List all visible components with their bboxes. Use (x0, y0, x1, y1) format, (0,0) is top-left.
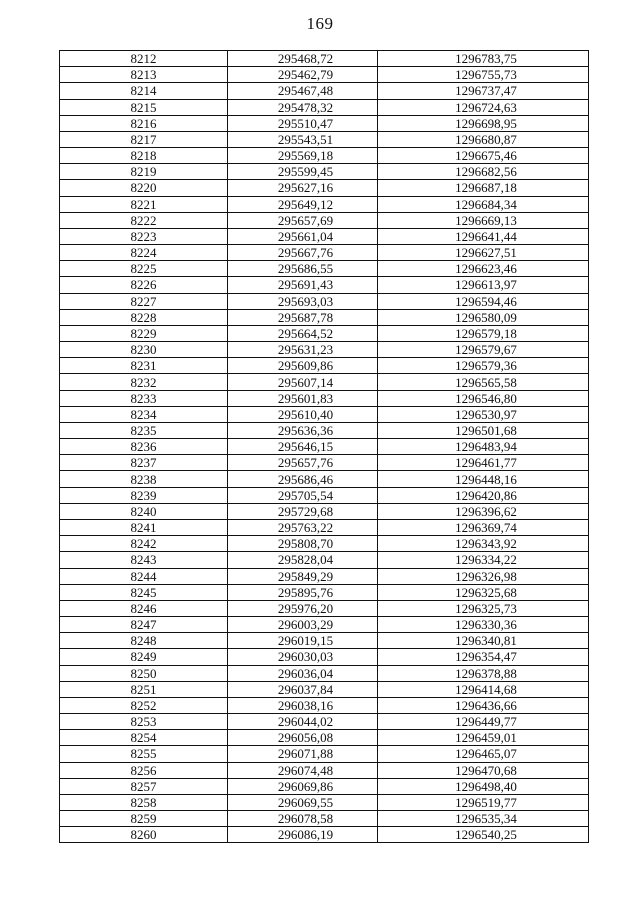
table-row (60, 746, 589, 762)
x-coordinate-cell: 296036,04 (228, 665, 378, 681)
table-row (60, 212, 589, 228)
y-coordinate-cell: 1296580,09 (378, 309, 589, 325)
table-row (60, 439, 589, 455)
x-coordinate-cell: 296056,08 (228, 730, 378, 746)
point-number-cell: 8232 (60, 374, 228, 390)
x-coordinate-cell: 295468,72 (228, 51, 378, 67)
point-number-cell: 8227 (60, 293, 228, 309)
table-row (60, 778, 589, 794)
point-number-cell: 8243 (60, 552, 228, 568)
x-coordinate-cell: 295729,68 (228, 503, 378, 519)
point-number-cell: 8213 (60, 67, 228, 83)
point-number-cell: 8236 (60, 439, 228, 455)
point-number-cell: 8245 (60, 584, 228, 600)
point-number-cell: 8214 (60, 83, 228, 99)
table-row (60, 681, 589, 697)
x-coordinate-cell: 296019,15 (228, 633, 378, 649)
point-number-cell: 8212 (60, 51, 228, 67)
x-coordinate-cell: 295467,48 (228, 83, 378, 99)
x-coordinate-cell: 295976,20 (228, 600, 378, 616)
point-number-cell: 8216 (60, 115, 228, 131)
table-row (60, 83, 589, 99)
table-row (60, 811, 589, 827)
table-row (60, 51, 589, 67)
point-number-cell: 8226 (60, 277, 228, 293)
x-coordinate-cell: 295687,78 (228, 309, 378, 325)
x-coordinate-cell: 296030,03 (228, 649, 378, 665)
y-coordinate-cell: 1296334,22 (378, 552, 589, 568)
table-row (60, 633, 589, 649)
x-coordinate-cell: 295601,83 (228, 390, 378, 406)
table-row (60, 536, 589, 552)
point-number-cell: 8217 (60, 131, 228, 147)
y-coordinate-cell: 1296414,68 (378, 681, 589, 697)
y-coordinate-cell: 1296613,97 (378, 277, 589, 293)
y-coordinate-cell: 1296675,46 (378, 148, 589, 164)
x-coordinate-cell: 295686,55 (228, 261, 378, 277)
x-coordinate-cell: 295646,15 (228, 439, 378, 455)
x-coordinate-cell: 295610,40 (228, 406, 378, 422)
point-number-cell: 8215 (60, 99, 228, 115)
point-number-cell: 8229 (60, 325, 228, 341)
table-row (60, 131, 589, 147)
table-row (60, 649, 589, 665)
y-coordinate-cell: 1296498,40 (378, 778, 589, 794)
point-number-cell: 8240 (60, 503, 228, 519)
y-coordinate-cell: 1296436,66 (378, 697, 589, 713)
y-coordinate-cell: 1296783,75 (378, 51, 589, 67)
y-coordinate-cell: 1296680,87 (378, 131, 589, 147)
table-row (60, 245, 589, 261)
point-number-cell: 8260 (60, 827, 228, 843)
y-coordinate-cell: 1296684,34 (378, 196, 589, 212)
y-coordinate-cell: 1296540,25 (378, 827, 589, 843)
y-coordinate-cell: 1296627,51 (378, 245, 589, 261)
x-coordinate-cell: 296044,02 (228, 714, 378, 730)
y-coordinate-cell: 1296519,77 (378, 794, 589, 810)
table-row (60, 584, 589, 600)
x-coordinate-cell: 295627,16 (228, 180, 378, 196)
y-coordinate-cell: 1296579,36 (378, 358, 589, 374)
point-number-cell: 8256 (60, 762, 228, 778)
point-number-cell: 8237 (60, 455, 228, 471)
y-coordinate-cell: 1296420,86 (378, 487, 589, 503)
x-coordinate-cell: 295667,76 (228, 245, 378, 261)
table-row (60, 827, 589, 843)
point-number-cell: 8248 (60, 633, 228, 649)
x-coordinate-cell: 295664,52 (228, 325, 378, 341)
x-coordinate-cell: 296071,88 (228, 746, 378, 762)
table-row (60, 406, 589, 422)
y-coordinate-cell: 1296530,97 (378, 406, 589, 422)
table-row (60, 148, 589, 164)
table-row (60, 600, 589, 616)
table-row (60, 325, 589, 341)
table-row (60, 519, 589, 535)
y-coordinate-cell: 1296325,73 (378, 600, 589, 616)
y-coordinate-cell: 1296465,07 (378, 746, 589, 762)
x-coordinate-cell: 296038,16 (228, 697, 378, 713)
point-number-cell: 8255 (60, 746, 228, 762)
table-row (60, 374, 589, 390)
x-coordinate-cell: 295631,23 (228, 342, 378, 358)
point-number-cell: 8258 (60, 794, 228, 810)
table-row (60, 99, 589, 115)
point-number-cell: 8231 (60, 358, 228, 374)
y-coordinate-cell: 1296579,18 (378, 325, 589, 341)
table-row (60, 390, 589, 406)
table-row (60, 487, 589, 503)
x-coordinate-cell: 296069,55 (228, 794, 378, 810)
table-row (60, 309, 589, 325)
point-number-cell: 8233 (60, 390, 228, 406)
x-coordinate-cell: 296074,48 (228, 762, 378, 778)
point-number-cell: 8218 (60, 148, 228, 164)
point-number-cell: 8247 (60, 617, 228, 633)
table-row (60, 762, 589, 778)
point-number-cell: 8223 (60, 228, 228, 244)
x-coordinate-cell: 296078,58 (228, 811, 378, 827)
point-number-cell: 8242 (60, 536, 228, 552)
table-row (60, 342, 589, 358)
x-coordinate-cell: 295808,70 (228, 536, 378, 552)
point-number-cell: 8222 (60, 212, 228, 228)
y-coordinate-cell: 1296340,81 (378, 633, 589, 649)
point-number-cell: 8238 (60, 471, 228, 487)
point-number-cell: 8239 (60, 487, 228, 503)
y-coordinate-cell: 1296501,68 (378, 422, 589, 438)
y-coordinate-cell: 1296449,77 (378, 714, 589, 730)
page-number: 169 (306, 14, 334, 33)
point-number-cell: 8221 (60, 196, 228, 212)
y-coordinate-cell: 1296724,63 (378, 99, 589, 115)
table-row (60, 568, 589, 584)
point-number-cell: 8228 (60, 309, 228, 325)
y-coordinate-cell: 1296470,68 (378, 762, 589, 778)
table-row (60, 196, 589, 212)
point-number-cell: 8257 (60, 778, 228, 794)
point-number-cell: 8235 (60, 422, 228, 438)
table-row (60, 471, 589, 487)
point-number-cell: 8254 (60, 730, 228, 746)
y-coordinate-cell: 1296326,98 (378, 568, 589, 584)
y-coordinate-cell: 1296546,80 (378, 390, 589, 406)
y-coordinate-cell: 1296682,56 (378, 164, 589, 180)
x-coordinate-cell: 295691,43 (228, 277, 378, 293)
y-coordinate-cell: 1296669,13 (378, 212, 589, 228)
table-row (60, 730, 589, 746)
point-number-cell: 8220 (60, 180, 228, 196)
x-coordinate-cell: 295636,36 (228, 422, 378, 438)
point-number-cell: 8225 (60, 261, 228, 277)
y-coordinate-cell: 1296535,34 (378, 811, 589, 827)
table-row (60, 422, 589, 438)
table-row (60, 228, 589, 244)
table-row (60, 552, 589, 568)
y-coordinate-cell: 1296354,47 (378, 649, 589, 665)
x-coordinate-cell: 295649,12 (228, 196, 378, 212)
x-coordinate-cell: 295693,03 (228, 293, 378, 309)
coordinates-table (59, 50, 589, 843)
x-coordinate-cell: 295607,14 (228, 374, 378, 390)
table-row (60, 67, 589, 83)
table-row (60, 455, 589, 471)
x-coordinate-cell: 295478,32 (228, 99, 378, 115)
x-coordinate-cell: 295849,29 (228, 568, 378, 584)
x-coordinate-cell: 295895,76 (228, 584, 378, 600)
y-coordinate-cell: 1296698,95 (378, 115, 589, 131)
point-number-cell: 8259 (60, 811, 228, 827)
y-coordinate-cell: 1296687,18 (378, 180, 589, 196)
point-number-cell: 8224 (60, 245, 228, 261)
table-row (60, 697, 589, 713)
y-coordinate-cell: 1296330,36 (378, 617, 589, 633)
x-coordinate-cell: 295599,45 (228, 164, 378, 180)
x-coordinate-cell: 295828,04 (228, 552, 378, 568)
y-coordinate-cell: 1296448,16 (378, 471, 589, 487)
x-coordinate-cell: 296037,84 (228, 681, 378, 697)
x-coordinate-cell: 295657,76 (228, 455, 378, 471)
x-coordinate-cell: 295657,69 (228, 212, 378, 228)
point-number-cell: 8251 (60, 681, 228, 697)
point-number-cell: 8246 (60, 600, 228, 616)
table-row (60, 277, 589, 293)
coordinates-table-body (60, 51, 589, 843)
point-number-cell: 8234 (60, 406, 228, 422)
x-coordinate-cell: 295686,46 (228, 471, 378, 487)
point-number-cell: 8244 (60, 568, 228, 584)
table-row (60, 714, 589, 730)
y-coordinate-cell: 1296623,46 (378, 261, 589, 277)
x-coordinate-cell: 295569,18 (228, 148, 378, 164)
table-row (60, 503, 589, 519)
table-row (60, 180, 589, 196)
point-number-cell: 8230 (60, 342, 228, 358)
y-coordinate-cell: 1296483,94 (378, 439, 589, 455)
x-coordinate-cell: 295705,54 (228, 487, 378, 503)
x-coordinate-cell: 295543,51 (228, 131, 378, 147)
y-coordinate-cell: 1296325,68 (378, 584, 589, 600)
x-coordinate-cell: 295510,47 (228, 115, 378, 131)
y-coordinate-cell: 1296737,47 (378, 83, 589, 99)
y-coordinate-cell: 1296641,44 (378, 228, 589, 244)
x-coordinate-cell: 296069,86 (228, 778, 378, 794)
y-coordinate-cell: 1296396,62 (378, 503, 589, 519)
x-coordinate-cell: 295462,79 (228, 67, 378, 83)
x-coordinate-cell: 296086,19 (228, 827, 378, 843)
y-coordinate-cell: 1296461,77 (378, 455, 589, 471)
y-coordinate-cell: 1296594,46 (378, 293, 589, 309)
table-row (60, 617, 589, 633)
table-row (60, 115, 589, 131)
y-coordinate-cell: 1296579,67 (378, 342, 589, 358)
y-coordinate-cell: 1296369,74 (378, 519, 589, 535)
y-coordinate-cell: 1296755,73 (378, 67, 589, 83)
table-row (60, 665, 589, 681)
table-row (60, 293, 589, 309)
point-number-cell: 8253 (60, 714, 228, 730)
point-number-cell: 8249 (60, 649, 228, 665)
point-number-cell: 8241 (60, 519, 228, 535)
point-number-cell: 8252 (60, 697, 228, 713)
y-coordinate-cell: 1296343,92 (378, 536, 589, 552)
table-row (60, 261, 589, 277)
x-coordinate-cell: 295609,86 (228, 358, 378, 374)
point-number-cell: 8250 (60, 665, 228, 681)
table-row (60, 164, 589, 180)
x-coordinate-cell: 295763,22 (228, 519, 378, 535)
y-coordinate-cell: 1296565,58 (378, 374, 589, 390)
x-coordinate-cell: 295661,04 (228, 228, 378, 244)
table-row (60, 794, 589, 810)
y-coordinate-cell: 1296378,88 (378, 665, 589, 681)
point-number-cell: 8219 (60, 164, 228, 180)
y-coordinate-cell: 1296459,01 (378, 730, 589, 746)
table-row (60, 358, 589, 374)
x-coordinate-cell: 296003,29 (228, 617, 378, 633)
